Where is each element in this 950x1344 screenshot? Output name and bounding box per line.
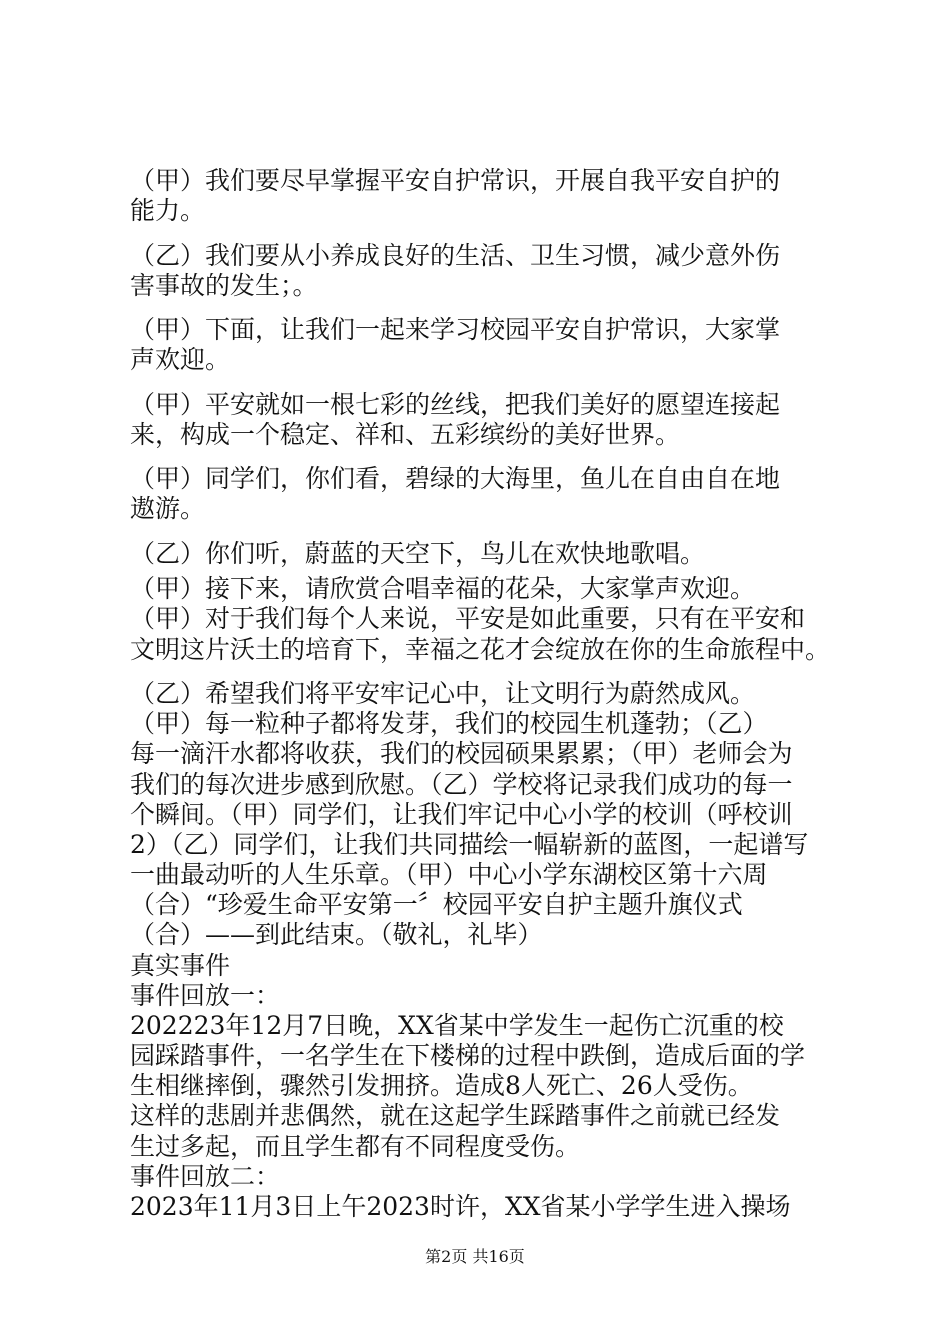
text-line: 这样的悲剧并悲偶然，就在这起学生踩踏事件之前就已经发	[130, 1101, 781, 1130]
text-line: 事件回放二：	[130, 1162, 281, 1191]
text-line: 园踩踏事件，一名学生在下楼梯的过程中跌倒，造成后面的学	[130, 1041, 806, 1070]
text-line: 生过多起，而且学生都有不同程度受伤。	[130, 1132, 581, 1161]
text-line: 202223年12月7日晚，XX省某中学发生一起伤亡沉重的校	[130, 1011, 784, 1040]
text-line: （甲）平安就如一根七彩的丝线，把我们美好的愿望连接起	[130, 390, 781, 419]
text-line: （甲）每一粒种子都将发芽，我们的校园生机蓬勃；（乙）	[130, 709, 768, 738]
text-line: 遨游。	[130, 494, 206, 523]
text-line: 文明这片沃土的培育下，幸福之花才会绽放在你的生命旅程中。	[130, 635, 831, 664]
text-line: 生相继摔倒，骤然引发拥挤。造成8人死亡、26人受伤。	[130, 1071, 753, 1100]
text-line: 个瞬间。（甲）同学们，让我们牢记中心小学的校训（呼校训	[130, 800, 793, 829]
text-line: 事件回放一：	[130, 981, 281, 1010]
text-line: （甲）同学们，你们看，碧绿的大海里，鱼儿在自由自在地	[130, 464, 781, 493]
text-line: 我们的每次进步感到欣慰。（乙）学校将记录我们成功的每一	[130, 770, 793, 799]
text-line: 声欢迎。	[130, 345, 231, 374]
text-line: 每一滴汗水都将收获，我们的校园硕果累累；（甲）老师会为	[130, 739, 793, 768]
text-line: 来，构成一个稳定、祥和、五彩缤纷的美好世界。	[130, 420, 681, 449]
text-line: （甲）我们要尽早掌握平安自护常识，开展自我平安自护的	[130, 166, 781, 195]
text-line: （乙）你们听，蔚蓝的天空下，鸟儿在欢快地歌唱。	[130, 539, 706, 568]
text-line: 能力。	[130, 196, 206, 225]
text-line: （甲）对于我们每个人来说，平安是如此重要，只有在平安和	[130, 604, 806, 633]
text-line: （合）“珍爱生命平安第一〞校园平安自护主题升旗仪式	[130, 890, 743, 919]
text-line: （甲）接下来，请欣赏合唱幸福的花朵，大家掌声欢迎。	[130, 574, 756, 603]
text-line: （甲）下面，让我们一起来学习校园平安自护常识，大家掌	[130, 315, 781, 344]
text-line: 2）（乙）同学们，让我们共同描绘一幅崭新的蓝图，一起谱写	[130, 830, 809, 859]
text-line: 一曲最动听的人生乐章。（甲）中心小学东湖校区第十六周	[130, 860, 768, 889]
text-line: （乙）希望我们将平安牢记心中，让文明行为蔚然成风。	[130, 679, 756, 708]
text-line: 2023年11月3日上午2023时许，XX省某小学学生进入操场	[130, 1192, 791, 1221]
text-line: （乙）我们要从小养成良好的生活、卫生习惯，减少意外伤	[130, 241, 781, 270]
text-line: （合）——到此结束。（敬礼，礼毕）	[130, 920, 543, 949]
text-line: 害事故的发生；。	[130, 271, 318, 300]
page-footer: 第2页 共16页	[425, 1247, 525, 1266]
text-line: 真实事件	[130, 951, 231, 980]
